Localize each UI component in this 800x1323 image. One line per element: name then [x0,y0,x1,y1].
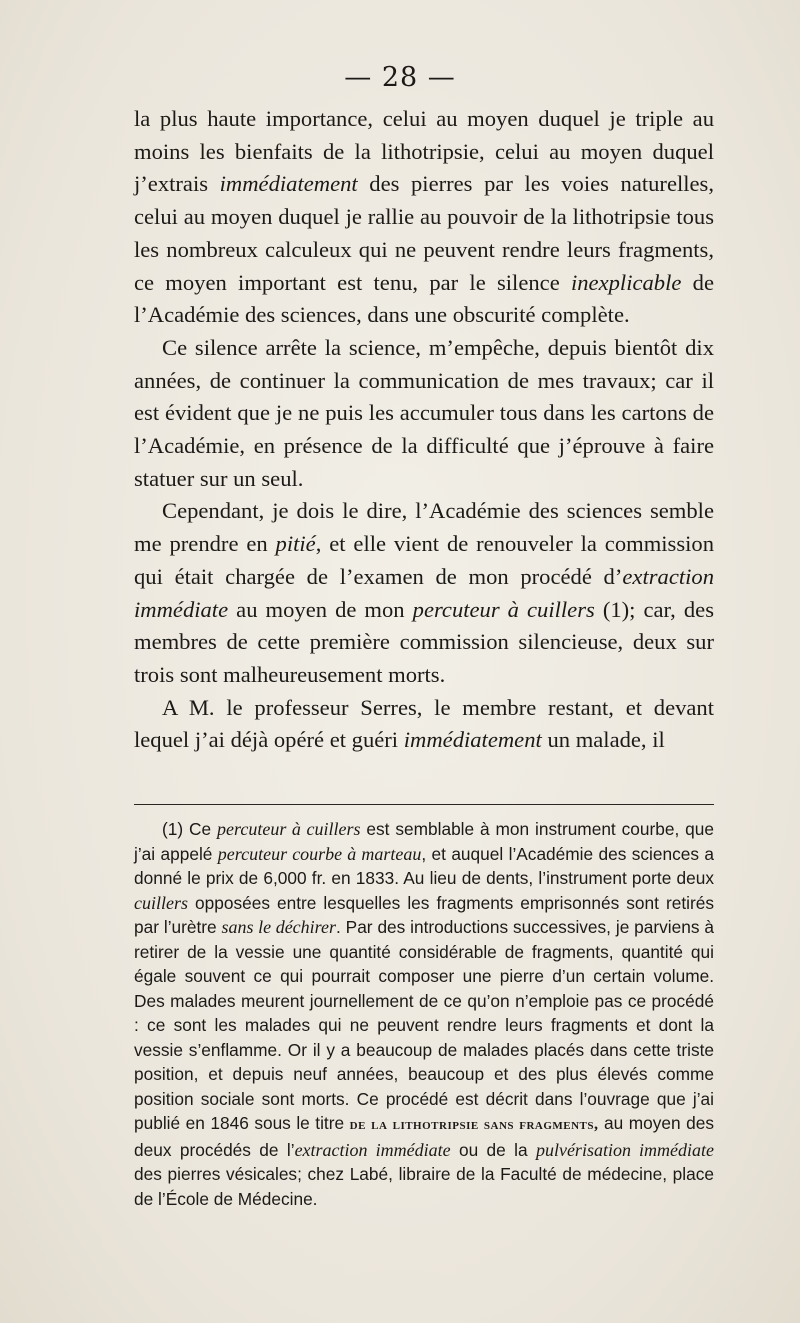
text-run: A M. le professeur Serres, le membre restant, et devant lequel j’ai déjà opéré et guéri [134,694,714,753]
text-run: (1) Ce [162,819,218,839]
paragraph-1 [134,103,714,332]
text-run: au moyen des deux procédés de l’ [134,1113,715,1160]
text-run: opposées entre lesquelles les fragments emprisonnés sont retirés par l’urètre [134,892,714,937]
text-run: (1); car, des membres de cette première commission silencieuse, deux sur trois sont malheureusement morts. [134,596,714,687]
footnote-paragraph [134,817,714,1211]
italic-run: inexplicable [570,269,682,295]
text-run: un malade, il [541,727,665,753]
italic-run: immédiatement [403,727,542,753]
text-run: , et auquel l’Académie des sciences a donné le prix de 6,000 fr. en 1833. Au lieu de dents, l’instrument porte deux [134,843,714,888]
italic-run: percuteur courbe à marteau [217,843,422,864]
paragraph-2: Ce silence arrête la science, m’empêche, depuis bientôt dix années, de continuer la communication de mes travaux; car il est évident que je ne puis les accumuler tous dans les cartons de l’Académie, en présence de la difficulté que j’éprouve à faire statuer sur un seul. [134,334,714,491]
book-title-smallcaps: de la lithotripsie sans fragments, [349,1116,599,1133]
footnote [134,817,714,1211]
italic-run: cuillers [134,892,188,913]
italic-run: percuteur à cuillers [217,819,361,839]
footnote-divider [134,804,714,805]
text-run: , et elle vient de renouveler la commission qui était chargée de l’examen de mon procédé d’ [134,531,714,589]
text-run: est semblable à mon instrument courbe, que j’ai appelé [134,819,714,864]
page-number: — 28 — [344,62,456,93]
italic-run: percuteur à cuillers [412,596,595,622]
text-run: la plus haute importance, celui au moyen duquel je triple au moins les bienfaits de la lithotripsie, celui au moyen duquel j’extrais [134,106,714,197]
text-run: de l’Académie des sciences, dans une obscurité complète. [134,269,714,328]
text-run: au moyen de mon [228,596,413,622]
paragraph-4 [134,692,714,757]
text-run: Cependant, je dois le dire, l’Académie des sciences semble me prendre en [134,498,714,557]
italic-run: extraction immédiate [294,1139,451,1160]
italic-run: extraction immédiate [134,563,714,622]
text-run: des pierres par les voies naturelles, celui au moyen duquel je rallie au pouvoir de la lithotripsie tous les nombreux calculeux qui ne peuvent rendre leurs fragments, ce moyen important est tenu, par le silence [134,171,714,295]
paragraph-3 [134,495,714,691]
italic-run: pitié [275,531,316,557]
text-run: des pierres vésicales; chez Labé, libraire de la Faculté de médecine, place de l’École de Médecine. [134,1164,714,1209]
main-text [134,103,714,757]
italic-run: pulvérisation immédiate [535,1139,714,1160]
text-run: . Par des introductions successives, je parviens à retirer de la vessie une quantité considérable de fragments, quantité qui égale souvent ce qui pourrait composer une pierre d’un certain volume. Des malades meurent journellement de ce qu’on n’emploie pas ce procédé : ce sont les malades qui ne peuvent rendre leurs fragments et dont la vessie s’enflamme. Or il y a beaucoup de malades placés dans cette triste position, et depuis neuf années, beaucoup et des plus élevés comme position sociale sont morts. Ce procédé est décrit dans l’ouvrage que j’ai publié en 1846 sous le titre [134,917,714,1133]
text-run: ou de la [450,1139,536,1160]
italic-run: sans le déchirer [221,917,336,937]
italic-run: immédiatement [219,171,358,197]
